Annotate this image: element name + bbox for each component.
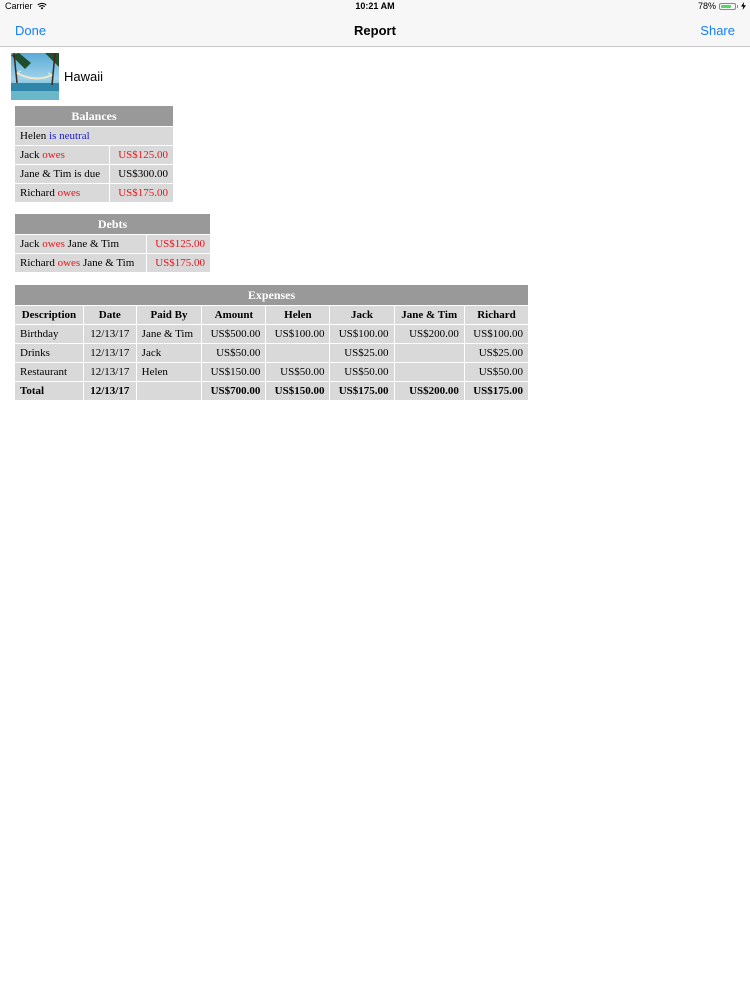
- total-share-jane-tim: US$200.00: [394, 382, 464, 401]
- done-button[interactable]: Done: [15, 23, 47, 38]
- column-header: Amount: [202, 306, 266, 325]
- expenses-header-row: [15, 306, 529, 325]
- expense-paid-by: Jack: [136, 344, 202, 363]
- total-amount: US$700.00: [202, 382, 266, 401]
- total-paid-by: [136, 382, 202, 401]
- column-header: Helen: [266, 306, 330, 325]
- column-header: Date: [83, 306, 136, 325]
- expense-paid-by: Helen: [136, 363, 202, 382]
- balance-name: Helen: [20, 130, 47, 142]
- expense-description: Drinks: [15, 344, 84, 363]
- expense-share-richard: US$100.00: [464, 325, 528, 344]
- debt-to: Jane & Tim: [67, 238, 120, 250]
- balance-status: owes: [42, 149, 65, 161]
- debt-verb: owes: [42, 238, 65, 250]
- charging-icon: [741, 2, 746, 10]
- expense-share-helen: US$100.00: [266, 325, 330, 344]
- debt-amount: US$175.00: [146, 254, 210, 273]
- expense-share-jack: US$50.00: [330, 363, 394, 382]
- expense-share-richard: US$25.00: [464, 344, 528, 363]
- balance-status: is due: [74, 168, 101, 180]
- debt-from: Richard: [20, 257, 55, 269]
- total-share-helen: US$150.00: [266, 382, 330, 401]
- column-header: Description: [15, 306, 84, 325]
- expense-share-jack: US$25.00: [330, 344, 394, 363]
- expenses-table: [14, 284, 529, 401]
- expense-date: 12/13/17: [83, 325, 136, 344]
- expense-share-jack: US$100.00: [330, 325, 394, 344]
- trip-name: Hawaii: [64, 69, 104, 84]
- expense-share-richard: US$50.00: [464, 363, 528, 382]
- balance-amount: US$125.00: [110, 146, 174, 165]
- balance-name: Jack: [20, 149, 40, 161]
- balance-status: is neutral: [49, 130, 90, 142]
- expense-share-helen: [266, 344, 330, 363]
- total-share-richard: US$175.00: [464, 382, 528, 401]
- expense-share-jane-tim: US$200.00: [394, 325, 464, 344]
- balances-title: Balances: [15, 106, 174, 127]
- total-share-jack: US$175.00: [330, 382, 394, 401]
- expense-row: [15, 344, 529, 363]
- balance-row: [15, 184, 174, 203]
- expense-description: Birthday: [15, 325, 84, 344]
- column-header: Jane & Tim: [394, 306, 464, 325]
- trip-header: [11, 53, 103, 100]
- debt-row: [15, 235, 211, 254]
- balance-amount: US$300.00: [110, 165, 174, 184]
- debt-amount: US$125.00: [146, 235, 210, 254]
- debts-title: Debts: [15, 214, 211, 235]
- debt-verb: owes: [57, 257, 81, 269]
- status-time: 10:21 AM: [355, 1, 395, 11]
- balances-table: [14, 105, 174, 203]
- expense-amount: US$150.00: [202, 363, 266, 382]
- debts-table: [14, 213, 211, 273]
- debt-from: Jack: [20, 238, 40, 250]
- expense-share-jane-tim: [394, 344, 464, 363]
- total-label: Total: [15, 382, 84, 401]
- expense-paid-by: Jane & Tim: [136, 325, 202, 344]
- expense-share-helen: US$50.00: [266, 363, 330, 382]
- balance-row: [15, 127, 174, 146]
- debt-to: Jane & Tim: [82, 257, 135, 269]
- balance-row: [15, 146, 174, 165]
- expenses-title: Expenses: [15, 285, 529, 306]
- battery-percent: 78%: [697, 1, 716, 11]
- carrier-label: Carrier: [5, 1, 33, 11]
- total-date: 12/13/17: [83, 382, 136, 401]
- column-header: Paid By: [136, 306, 202, 325]
- expense-amount: US$500.00: [202, 325, 266, 344]
- balance-row: [15, 165, 174, 184]
- trip-photo: [11, 53, 59, 100]
- column-header: Richard: [464, 306, 528, 325]
- battery-icon: [719, 3, 736, 10]
- share-button[interactable]: Share: [700, 23, 735, 38]
- expense-description: Restaurant: [15, 363, 84, 382]
- balance-name: Jane & Tim: [20, 168, 72, 180]
- expense-date: 12/13/17: [83, 344, 136, 363]
- balance-name: Richard: [20, 187, 55, 199]
- expense-row: [15, 325, 529, 344]
- debt-row: [15, 254, 211, 273]
- column-header: Jack: [330, 306, 394, 325]
- page-title: Report: [354, 23, 396, 38]
- status-bar: [0, 0, 750, 14]
- balance-status: owes: [57, 187, 81, 199]
- balance-amount: US$175.00: [110, 184, 174, 203]
- expense-total-row: [15, 382, 529, 401]
- expense-row: [15, 363, 529, 382]
- expense-amount: US$50.00: [202, 344, 266, 363]
- expense-share-jane-tim: [394, 363, 464, 382]
- expense-date: 12/13/17: [83, 363, 136, 382]
- navigation-bar: [0, 14, 750, 47]
